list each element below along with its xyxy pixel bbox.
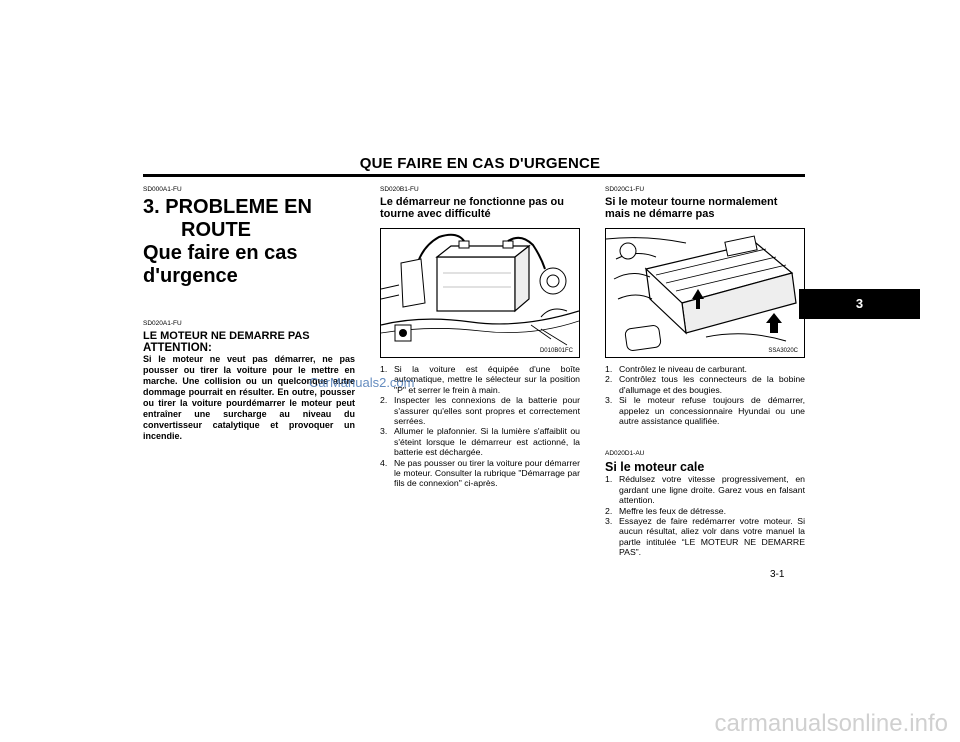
section-code: SD020C1-FU — [605, 186, 645, 193]
list-item: 2. Contrôlez tous les connecteurs de la bobine d'allumage et des bougies. — [605, 374, 805, 395]
column-right — [605, 186, 805, 558]
section-code-2: AD020D1-AU — [605, 450, 645, 458]
engine-illustration — [606, 229, 804, 357]
warning-body: Si le moteur ne veut pas démarrer, ne pas pousser ou tirer la voiture pour le mettre en marche. Une collision ou un quelconque autre dommage pourrait en résulter. En outre, pousser ou tirer la voiture pourdémarrer le moteur peut entraîner une surcharge au niveau du convertisseur catalytique et provoquer un incendie. — [143, 354, 355, 441]
page-number: 3-1 — [770, 569, 785, 580]
list-item: 3. Essayez de faire redémarrer votre moteur. Si aucun résultat, aliez volr dans votre manuel la partle intitulée “LE MOTEUR NE DEMARRE PAS”. — [605, 516, 805, 558]
list-item: 3. Allumer le plafonnier. Si la lumière s'affaiblit ou s'éteint lorsque le démarreur est actionné, la batterie est déchargée. — [380, 426, 580, 458]
warning-title: ATTENTION: — [143, 342, 212, 354]
list-item: 1. Contrôlez le niveau de carburant. — [605, 364, 747, 374]
header-rule — [143, 174, 805, 177]
chapter-title-line2: ROUTE — [181, 219, 251, 241]
column-left — [143, 186, 355, 442]
footer-watermark: carmanualsonline.info — [714, 710, 948, 737]
list-item: 1. Rédulsez votre vitesse progressivement, en gardant une ligne droite. Garez vous en falsant attention. — [605, 474, 805, 506]
section-code: SD020B1-FU — [380, 186, 419, 193]
list-item: 2. Meffre les feux de détresse. — [605, 505, 727, 516]
column-middle — [380, 186, 580, 489]
subsection-title: LE MOTEUR NE DEMARRE PAS — [143, 330, 310, 342]
chapter-title-line3: Que faire en cas — [143, 242, 298, 264]
subsection-code: SD020A1-FU — [143, 320, 182, 327]
engine-checklist — [605, 364, 805, 426]
battery-illustration — [381, 229, 579, 357]
engine-figure — [605, 228, 805, 358]
chapter-tab: 3 — [799, 289, 920, 319]
list-item: 2. Inspecter les connexions de la batterie pour s'assurer qu'elles sont propres et correctement serrées. — [380, 395, 580, 427]
section-title: Le démarreur ne fonctionne pas ou tourne avec difficulté — [380, 196, 564, 220]
watermark: CarManuals2.com — [309, 375, 415, 390]
section-title-2: Si le moteur cale — [605, 460, 705, 475]
list-item: 4. Ne pas pousser ou tirer la voiture pour démarrer le moteur. Consulter la rubrique "Démarrage par fils de connexion" ci-après. — [380, 457, 580, 489]
page-header-title: QUE FAIRE EN CAS D'URGENCE — [359, 155, 601, 172]
section-title: Si le moteur tourne normalement mais ne démarre pas — [605, 196, 778, 220]
chapter-title-line1: 3. PROBLEME EN — [143, 196, 312, 218]
figure-label: SSA3020C — [768, 348, 798, 354]
figure-label: D010B01FC — [539, 348, 573, 354]
battery-engine-figure — [380, 228, 580, 358]
list-item: 1. Si la voiture est équipée d'une boîte automatique, mettre le sélecteur sur la position "P" et serrer le frein à main. — [380, 364, 580, 395]
chapter-title-line4: d'urgence — [143, 265, 238, 287]
list-item: 3. Si le moteur refuse toujours de démarrer, appelez un concessionnaire Hyundai ou une autre assistance qualifiée. — [605, 395, 805, 427]
stall-checklist — [605, 474, 805, 557]
section-code: SD000A1-FU — [143, 186, 182, 193]
